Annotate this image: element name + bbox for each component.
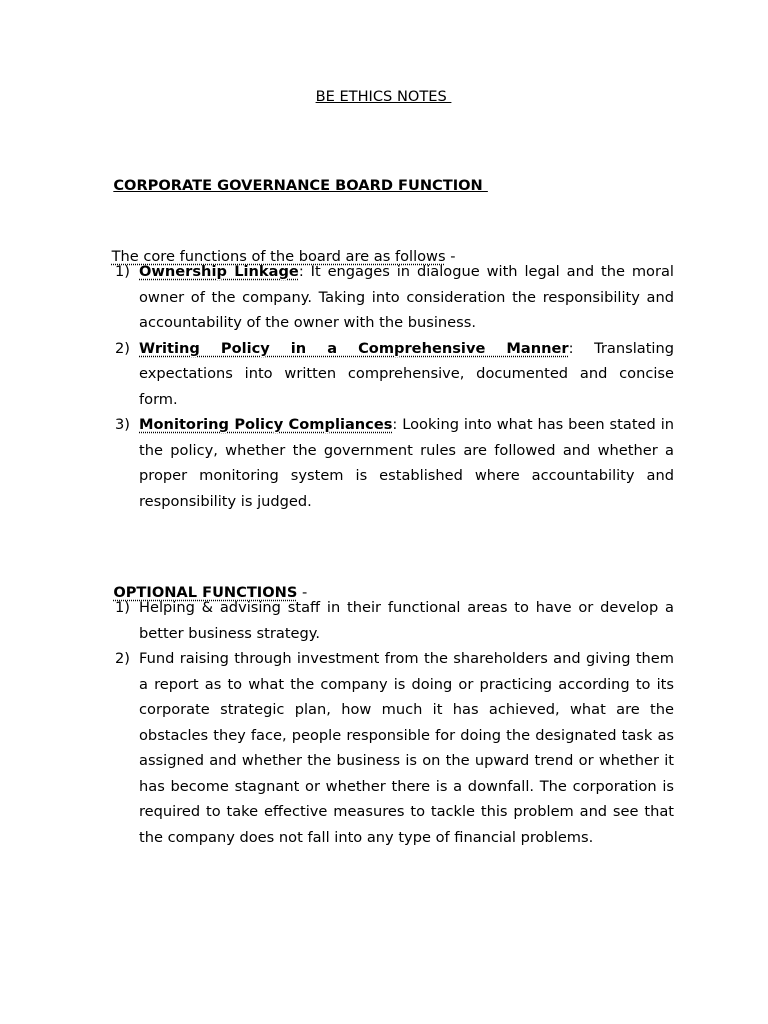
list-item-number: 2) [115, 339, 130, 357]
core-functions-list [93, 259, 674, 514]
section-heading-corporate-governance [93, 156, 488, 216]
list-item-fund-raising [93, 646, 674, 850]
list-item-number: 1) [115, 263, 130, 280]
document-title-text: BE ETHICS NOTES [315, 88, 452, 105]
list-item-ownership-linkage [93, 259, 674, 336]
list-item-helping-advising [93, 595, 674, 646]
list-item-term: Ownership Linkage [139, 263, 299, 280]
list-item-term: Monitoring Policy Compliances [139, 416, 393, 433]
optional-functions-list [93, 595, 674, 850]
list-item-term: Writing Policy in a Comprehensive Manner [139, 339, 569, 357]
list-item-number: 3) [115, 416, 130, 433]
section-heading-text: OPTIONAL FUNCTIONS [113, 584, 298, 601]
list-item-text: : Looking into what has been stated in the policy, whether the government rules are followed and whether a proper monitoring system is established where accountability and responsibility is judged. [139, 416, 674, 510]
core-functions-intro-suffix: - [445, 248, 456, 265]
list-item-monitoring-policy [93, 412, 674, 514]
section-heading-suffix: - [297, 584, 308, 601]
list-item-number: 1) [115, 599, 130, 616]
list-item-number: 2) [115, 650, 130, 667]
section-heading-text: CORPORATE GOVERNANCE BOARD FUNCTION [113, 177, 488, 194]
list-item-writing-policy [93, 336, 674, 413]
core-functions-intro-text: The core functions of the board are as follows [111, 248, 446, 265]
list-item-text: : It engages in dialogue with legal and the moral owner of the company. Taking into consideration the responsibility and accountability of the owner with the business. [139, 263, 674, 331]
list-item-text: Helping & advising staff in their functional areas to have or develop a better business strategy. [139, 599, 674, 642]
list-item-text: : Translating expectations into written comprehensive, documented and concise form. [139, 339, 674, 408]
list-item-text: Fund raising through investment from the shareholders and giving them a report as to what the company is doing or practicing according to its corporate strategic plan, how much it has achieved, what are the obstacles they face, people responsible for doing the designated task as assigned and whether the business is on the upward trend or whether it has become stagnant or whether there is a downfall. The corporation is required to take effective measures to tackle this problem and see that the company does not fall into any type of financial problems. [139, 650, 674, 846]
document-title [93, 87, 674, 107]
